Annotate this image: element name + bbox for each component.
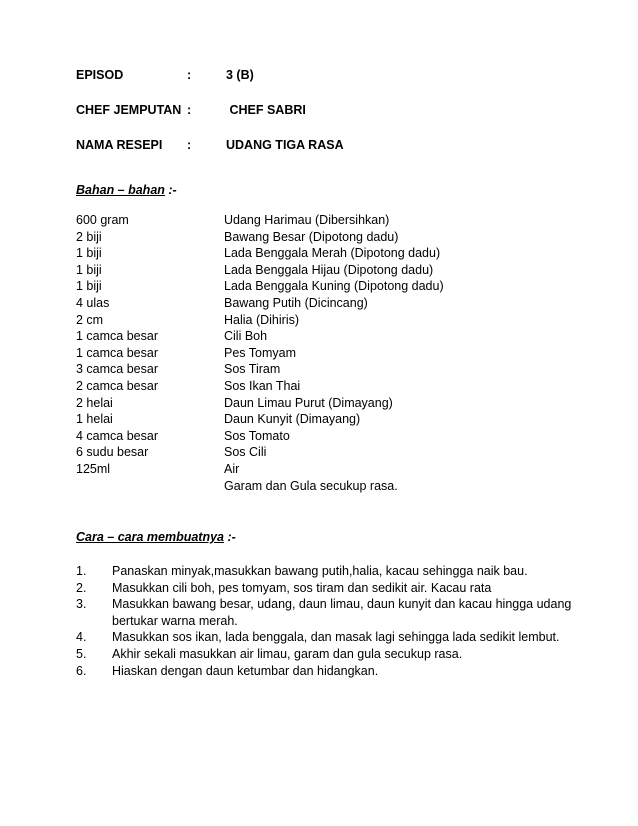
ingredient-qty: 4 ulas	[76, 295, 110, 310]
ingredient-name: Bawang Putih (Dicincang)	[224, 295, 368, 310]
header-key: NAMA RESEPI	[76, 138, 163, 152]
step-number: 5.	[76, 646, 87, 661]
ingredient-row	[76, 462, 576, 479]
ingredient-qty: 2 camca besar	[76, 378, 158, 393]
ingredient-name: Lada Benggala Kuning (Dipotong dadu)	[224, 279, 444, 294]
ingredient-qty: 2 cm	[76, 312, 104, 327]
step-number: 1.	[76, 564, 87, 578]
ingredient-name: Cili Boh	[224, 329, 268, 344]
ingredient-name: Lada Benggala Merah (Dipotong dadu)	[224, 246, 441, 261]
ingredients-title-suffix: :-	[164, 183, 177, 197]
header-key: EPISOD	[76, 68, 124, 82]
ingredient-qty: 1 camca besar	[76, 329, 158, 344]
ingredient-name: Daun Kunyit (Dimayang)	[224, 412, 361, 427]
ingredient-name: Sos Tomato	[224, 428, 290, 443]
header-colon: :	[187, 68, 192, 82]
ingredient-name: Pes Tomyam	[224, 345, 297, 360]
ingredient-qty: 1 biji	[76, 246, 102, 261]
ingredient-row	[76, 445, 576, 462]
step-text: Masukkan cili boh, pes tomyam, sos tiram dan sedikit air. Kacau rata	[112, 580, 492, 595]
ingredient-row	[76, 396, 576, 413]
method-step	[76, 663, 576, 680]
ingredient-row	[76, 263, 576, 280]
method-step	[76, 646, 576, 663]
ingredient-name: Udang Harimau (Dibersihkan)	[224, 213, 390, 227]
ingredient-row	[76, 362, 576, 379]
ingredient-name: Bawang Besar (Dipotong dadu)	[224, 229, 399, 244]
ingredient-row	[76, 313, 576, 330]
ingredient-qty: 2 helai	[76, 395, 113, 410]
step-number: 3.	[76, 597, 87, 612]
ingredient-qty: 4 camca besar	[76, 428, 158, 443]
ingredient-name: Daun Limau Purut (Dimayang)	[224, 395, 393, 410]
ingredient-row	[76, 213, 576, 230]
header-colon: :	[187, 103, 192, 117]
ingredient-qty: 1 biji	[76, 279, 102, 294]
ingredient-row	[76, 346, 576, 363]
method-step	[76, 596, 576, 629]
step-number: 6.	[76, 663, 87, 678]
header-colon: :	[187, 138, 192, 152]
header-value: UDANG TIGA RASA	[226, 138, 344, 152]
header-key: CHEF JEMPUTAN	[76, 103, 182, 117]
method-title	[76, 530, 236, 544]
step-text: Masukkan sos ikan, lada benggala, dan masak lagi sehingga lada sedikit lembut.	[112, 630, 560, 645]
method-step	[76, 629, 576, 646]
ingredient-name: Air	[224, 461, 240, 476]
ingredient-qty: 1 biji	[76, 262, 102, 277]
method-step	[76, 580, 576, 597]
step-text: Masukkan bawang besar, udang, daun limau, daun kunyit dan kacau hingga udang bertukar warna merah.	[112, 597, 572, 628]
ingredient-qty: 2 biji	[76, 229, 102, 244]
header-value: CHEF SABRI	[226, 103, 306, 117]
ingredients-title-text: Bahan – bahan	[76, 183, 165, 197]
method-title-suffix: :-	[224, 530, 236, 544]
ingredient-row	[76, 296, 576, 313]
method-title-text: Cara – cara membuatnya	[76, 530, 224, 544]
ingredient-qty: 3 camca besar	[76, 362, 158, 377]
ingredient-row	[76, 479, 576, 496]
ingredient-row	[76, 279, 576, 296]
ingredient-row	[76, 329, 576, 346]
ingredient-name: Sos Tiram	[224, 362, 281, 377]
step-text: Panaskan minyak,masukkan bawang putih,halia, kacau sehingga naik bau.	[112, 564, 528, 578]
ingredient-row	[76, 429, 576, 446]
step-number: 4.	[76, 630, 87, 645]
ingredient-qty: 1 helai	[76, 412, 113, 427]
ingredients-list	[76, 213, 576, 495]
ingredient-row	[76, 230, 576, 247]
header-value: 3 (B)	[226, 68, 254, 82]
method-steps	[76, 563, 576, 679]
ingredient-name: Lada Benggala Hijau (Dipotong dadu)	[224, 262, 434, 277]
ingredient-name: Sos Cili	[224, 445, 267, 460]
ingredient-row	[76, 412, 576, 429]
ingredient-qty: 125ml	[76, 461, 111, 476]
ingredient-row	[76, 379, 576, 396]
method-step	[76, 563, 576, 580]
ingredient-qty: 6 sudu besar	[76, 445, 149, 460]
step-text: Akhir sekali masukkan air limau, garam dan gula secukup rasa.	[112, 646, 463, 661]
step-text: Hiaskan dengan daun ketumbar dan hidangkan.	[112, 663, 379, 678]
ingredient-name: Garam dan Gula secukup rasa.	[224, 478, 398, 493]
ingredients-title	[76, 183, 177, 197]
ingredient-name: Sos Ikan Thai	[224, 378, 301, 393]
ingredient-qty: 600 gram	[76, 213, 129, 227]
ingredient-name: Halia (Dihiris)	[224, 312, 300, 327]
ingredient-row	[76, 246, 576, 263]
ingredient-qty: 1 camca besar	[76, 345, 158, 360]
step-number: 2.	[76, 580, 87, 595]
